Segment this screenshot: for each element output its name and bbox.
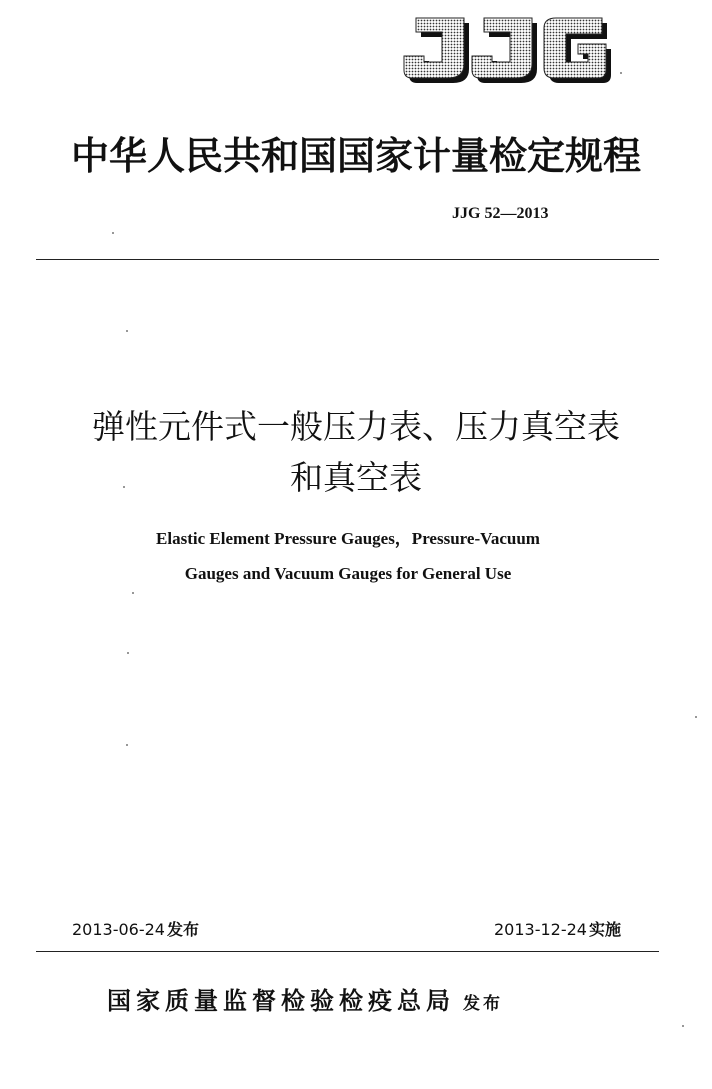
bottom-divider: [36, 951, 659, 952]
scan-speck: [123, 486, 125, 488]
document-code: JJG 52—2013: [452, 205, 549, 222]
scan-speck: [112, 232, 114, 234]
top-divider: [36, 259, 659, 260]
implementation-date-value: 2013-12-24: [494, 920, 587, 939]
jjg-logo: [402, 16, 616, 86]
scan-speck: [126, 744, 128, 746]
chinese-title-line-2: 和真空表: [290, 458, 422, 497]
issuing-authority: [107, 981, 503, 1016]
issuer-label: 发布: [463, 994, 503, 1014]
scan-speck: [126, 330, 128, 332]
issue-date-label: 发布: [166, 920, 199, 939]
implementation-date-label: 实施: [588, 920, 621, 939]
scan-speck: [132, 592, 134, 594]
issuer-name: 国家质量监督检验检疫总局: [107, 987, 455, 1015]
english-title-line-1: Elastic Element Pressure Gauges，Pressure-Vacuum: [156, 529, 540, 548]
issue-date: [72, 919, 199, 941]
scan-speck: [127, 652, 129, 654]
scan-speck: [682, 1025, 684, 1027]
regulation-series-title: 中华人民共和国国家计量检定规程: [70, 134, 641, 178]
english-title-line-2: Gauges and Vacuum Gauges for General Use: [184, 564, 512, 583]
issue-date-value: 2013-06-24: [72, 920, 165, 939]
scan-speck: [620, 72, 622, 74]
implementation-date: [494, 919, 621, 941]
chinese-title-line-1: 弹性元件式一般压力表、压力真空表: [92, 407, 620, 446]
scan-speck: [695, 716, 697, 718]
